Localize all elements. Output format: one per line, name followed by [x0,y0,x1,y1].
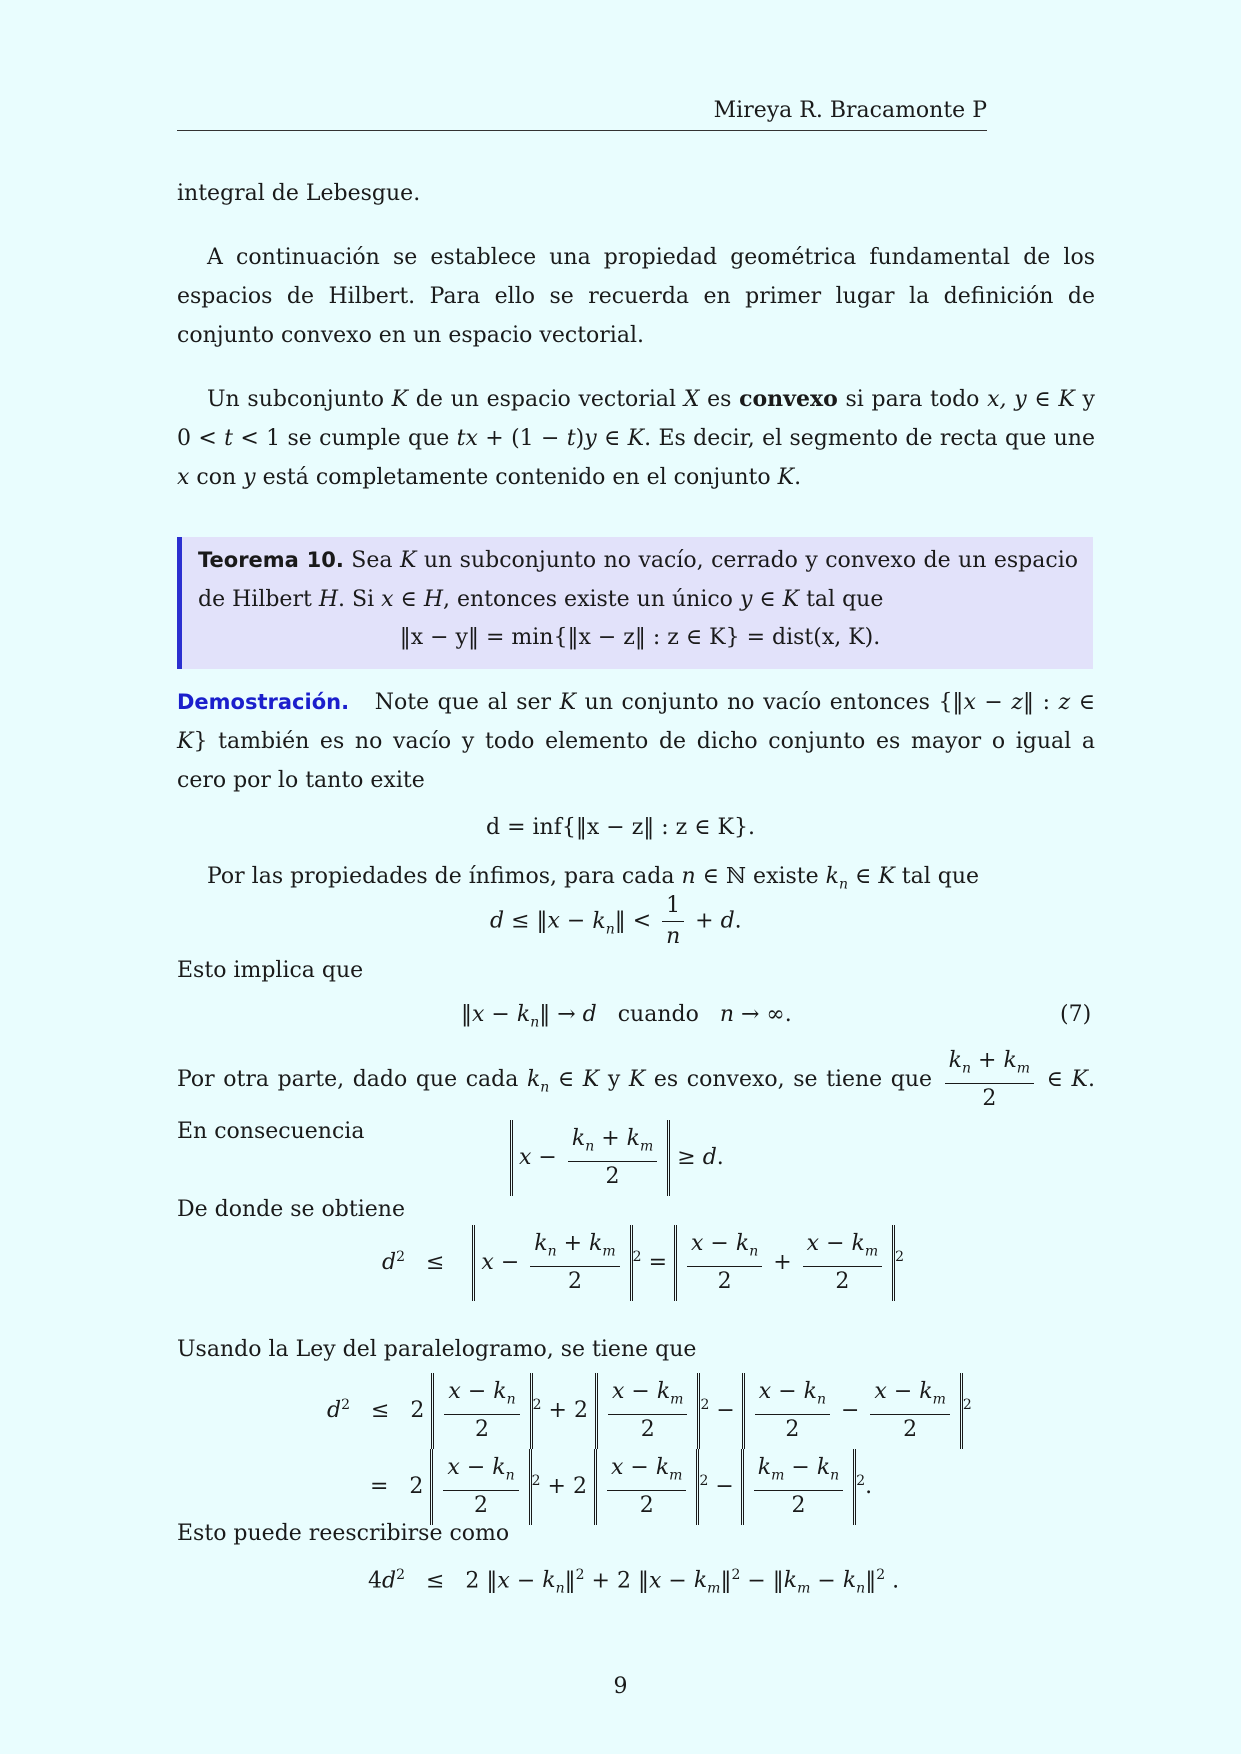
theorem-text: Teorema 10. Sea K un subconjunto no vacío, cerrado y convexo de un espacio de Hilbert H. Si x ∈ H, entonces existe un único y ∈ K tal que [198,548,1078,612]
equation-infimum: d = inf{‖x − z‖ : z ∈ K}. [486,815,755,840]
proof-paragraph-7: Esto puede reescribirse como [177,1521,510,1546]
equation-bound: d ≤ ‖x − $k_n‖$ < $\frac{1}{n}$ + d. [490,893,742,949]
equation-d-squared: $d^2$ ≤ x − $\frac{k_n + k_m}{2}$ $^2$ = $\frac{x - k_n}{2}$ + $\frac{x - k_m}{2}$ $^2$ [382,1225,904,1301]
proof-paragraph-4: Por otra parte, dado que cada $k_n$ ∈ K y K es convexo, se tiene que $\frac{k_n + k_m}{2}$ ∈ K. En consecuencia [177,1048,1095,1145]
header-rule [177,130,987,131]
theorem-box [177,537,1093,669]
proof-paragraph-6: Usando la Ley del paralelogramo, se tiene que [177,1337,697,1362]
equation-7: ‖x − $k_n‖ \to d$ cuando n → ∞. [461,1002,792,1031]
proof-label: Demostración. [177,690,350,714]
running-header: Mireya R. Bracamonte P [713,98,987,123]
proof-paragraph-5: De donde se obtiene [177,1197,405,1222]
equation-parallelogram-2: = 2 $\frac{x - k_n}{2}$ $^2$ + 2 $\frac{x - k_m}{2}$ $^2$ − $\frac{k_m - k_n}{2}$ $^2$. [370,1449,872,1525]
equation-number: (7) [1060,1002,1092,1027]
equation-rewritten: $4d^2 \le 2$ ‖x − $k_n‖^2 + 2$ ‖x − $k_m‖^2$ − $‖k_m$ − $k_n‖^2$ . [368,1567,900,1597]
equation-midpoint: x − $\frac{k_n + k_m}{2}$ ≥ d. [510,1120,724,1196]
proof-paragraph-1: Demostración. Note que al ser K un conjunto no vacío entonces {‖x − z‖ : z ∈ K} también es no vacío y todo elemento de dicho conjunto es mayor o igual a cero por lo tanto exite [177,690,1096,793]
page-number: 9 [613,1674,628,1699]
proof-paragraph-2: Por las propiedades de ínfimos, para cada n ∈ ℕ existe $k_n$ ∈ K tal que [207,864,980,893]
equation-parallelogram-1: $d^2 \le 2$ $\frac{x - k_n}{2}$ $^2$ + 2 $\frac{x - k_m}{2}$ $^2$ − $\frac{x - k_n}{2}$ − $\frac{x - k_m}{2}$ $^2$ [327,1373,972,1449]
theorem-equation: ‖x − y‖ = min{‖x − z‖ : z ∈ K} = dist(x, K). [399,625,881,650]
keyword-convexo: convexo [739,386,838,412]
theorem-label: Teorema 10. [198,548,344,572]
proof-paragraph-3: Esto implica que [177,958,364,983]
paragraph-2: A continuación se establece una propiedad geométrica fundamental de los espacios de Hilbert. Para ello se recuerda en primer lugar la definición de conjunto convexo en un espacio vectorial. [177,245,1095,348]
paragraph-1: integral de Lebesgue. [177,181,421,206]
paragraph-convex-definition: Un subconjunto K de un espacio vectorial X es convexo si para todo x, y ∈ K y 0 < t < 1 se cumple que tx + (1 − t)y ∈ K. Es decir, el segmento de recta que une x con y está completamente contenido en el conjunto K. [177,386,1095,490]
